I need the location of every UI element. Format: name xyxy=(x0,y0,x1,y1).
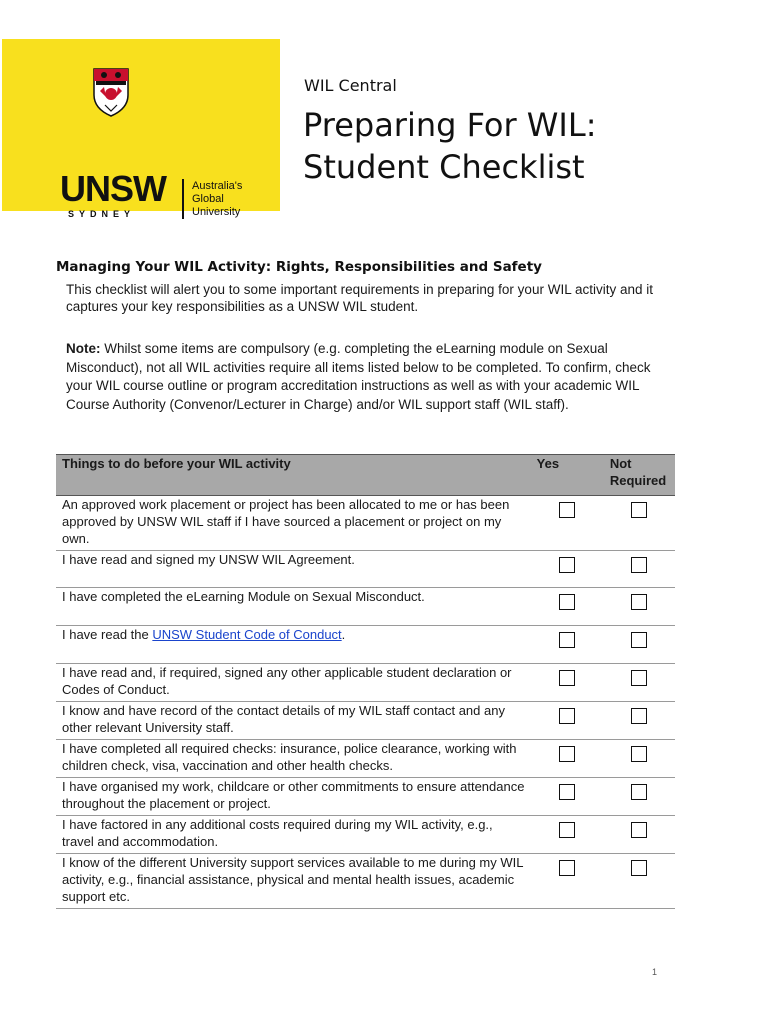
header-subtitle: WIL Central xyxy=(304,76,397,95)
table-row xyxy=(56,551,675,588)
yes-checkbox[interactable] xyxy=(559,557,575,573)
note-text: Whilst some items are compulsory (e.g. completing the eLearning module on Sexual Misconduct), not all WIL activities require all items listed below to be completed. To confirm, check your WIL course outline or program accreditation instructions as well as with your academic WIL Course Authority (Convenor/Lecturer in Charge) and/or WIL support staff (WIL staff). xyxy=(66,341,651,412)
table-row xyxy=(56,778,675,816)
yes-checkbox[interactable] xyxy=(559,594,575,610)
table-row xyxy=(56,702,675,740)
tagline-line-2: Global xyxy=(192,193,224,205)
not-required-checkbox[interactable] xyxy=(631,632,647,648)
page-number: 1 xyxy=(652,967,658,977)
checklist-item: I know and have record of the contact details of my WIL staff contact and any other relevant University staff. xyxy=(56,702,531,740)
page-title-line-1: Preparing For WIL: xyxy=(303,106,597,144)
table-row xyxy=(56,854,675,909)
table-row xyxy=(56,664,675,702)
yes-checkbox[interactable] xyxy=(559,502,575,518)
checklist-item xyxy=(56,626,531,664)
table-row xyxy=(56,496,675,551)
not-required-checkbox[interactable] xyxy=(631,822,647,838)
not-required-checkbox[interactable] xyxy=(631,860,647,876)
column-header-yes: Yes xyxy=(531,455,604,496)
yes-checkbox[interactable] xyxy=(559,746,575,762)
checklist-item: I know of the different University support services available to me during my WIL activity, e.g., financial assistance, physical and mental health issues, academic support etc. xyxy=(56,854,531,909)
not-required-checkbox[interactable] xyxy=(631,594,647,610)
unsw-wordmark: UNSW xyxy=(60,168,166,209)
checklist-item: An approved work placement or project has been allocated to me or has been approved by UNSW WIL staff if I have sourced a placement or project on my own. xyxy=(56,496,531,551)
not-required-checkbox[interactable] xyxy=(631,746,647,762)
checklist-item: I have completed all required checks: insurance, police clearance, working with children check, visa, vaccination and other health checks. xyxy=(56,740,531,778)
not-required-checkbox[interactable] xyxy=(631,502,647,518)
page-title xyxy=(303,104,723,188)
not-required-checkbox[interactable] xyxy=(631,708,647,724)
checklist-item: I have completed the eLearning Module on Sexual Misconduct. xyxy=(56,588,531,626)
intro-paragraph: This checklist will alert you to some important requirements in preparing for your WIL activity and it captures your key responsibilities as a UNSW WIL student. xyxy=(66,282,653,314)
checklist-item: I have read and, if required, signed any other applicable student declaration or Codes of Conduct. xyxy=(56,664,531,702)
not-required-checkbox[interactable] xyxy=(631,784,647,800)
column-header-not-required: Not Required xyxy=(604,455,675,496)
tagline-line-3: University xyxy=(192,206,241,218)
logo-divider xyxy=(182,179,184,219)
checklist-item: I have factored in any additional costs required during my WIL activity, e.g., travel and accommodation. xyxy=(56,816,531,854)
table-row xyxy=(56,626,675,664)
column-header-item: Things to do before your WIL activity xyxy=(56,455,531,496)
unsw-location: SYDNEY xyxy=(68,209,136,219)
yes-checkbox[interactable] xyxy=(559,632,575,648)
note-paragraph xyxy=(66,340,666,414)
unsw-logo-block xyxy=(2,39,280,219)
unsw-tagline xyxy=(192,180,272,219)
table-row xyxy=(56,588,675,626)
page-title-line-2: Student Checklist xyxy=(303,148,585,186)
yes-checkbox[interactable] xyxy=(559,708,575,724)
yes-checkbox[interactable] xyxy=(559,670,575,686)
checklist-item: I have read and signed my UNSW WIL Agreement. xyxy=(56,551,531,588)
not-required-checkbox[interactable] xyxy=(631,557,647,573)
yes-checkbox[interactable] xyxy=(559,784,575,800)
item-text-before: I have read the xyxy=(62,627,153,642)
table-row xyxy=(56,816,675,854)
not-required-checkbox[interactable] xyxy=(631,670,647,686)
section-heading: Managing Your WIL Activity: Rights, Responsibilities and Safety xyxy=(56,259,542,275)
checklist-table xyxy=(56,454,675,909)
table-header-row xyxy=(56,455,675,496)
item-text-after: . xyxy=(341,627,346,642)
tagline-line-1: Australia's xyxy=(192,180,243,192)
code-of-conduct-link[interactable]: UNSW Student Code of Conduct xyxy=(152,627,342,642)
checklist-item: I have organised my work, childcare or other commitments to ensure attendance throughout the placement or project. xyxy=(56,778,531,816)
unsw-crest-icon xyxy=(92,67,130,117)
yes-checkbox[interactable] xyxy=(559,860,575,876)
yes-checkbox[interactable] xyxy=(559,822,575,838)
table-row xyxy=(56,740,675,778)
note-label: Note: xyxy=(66,341,101,356)
